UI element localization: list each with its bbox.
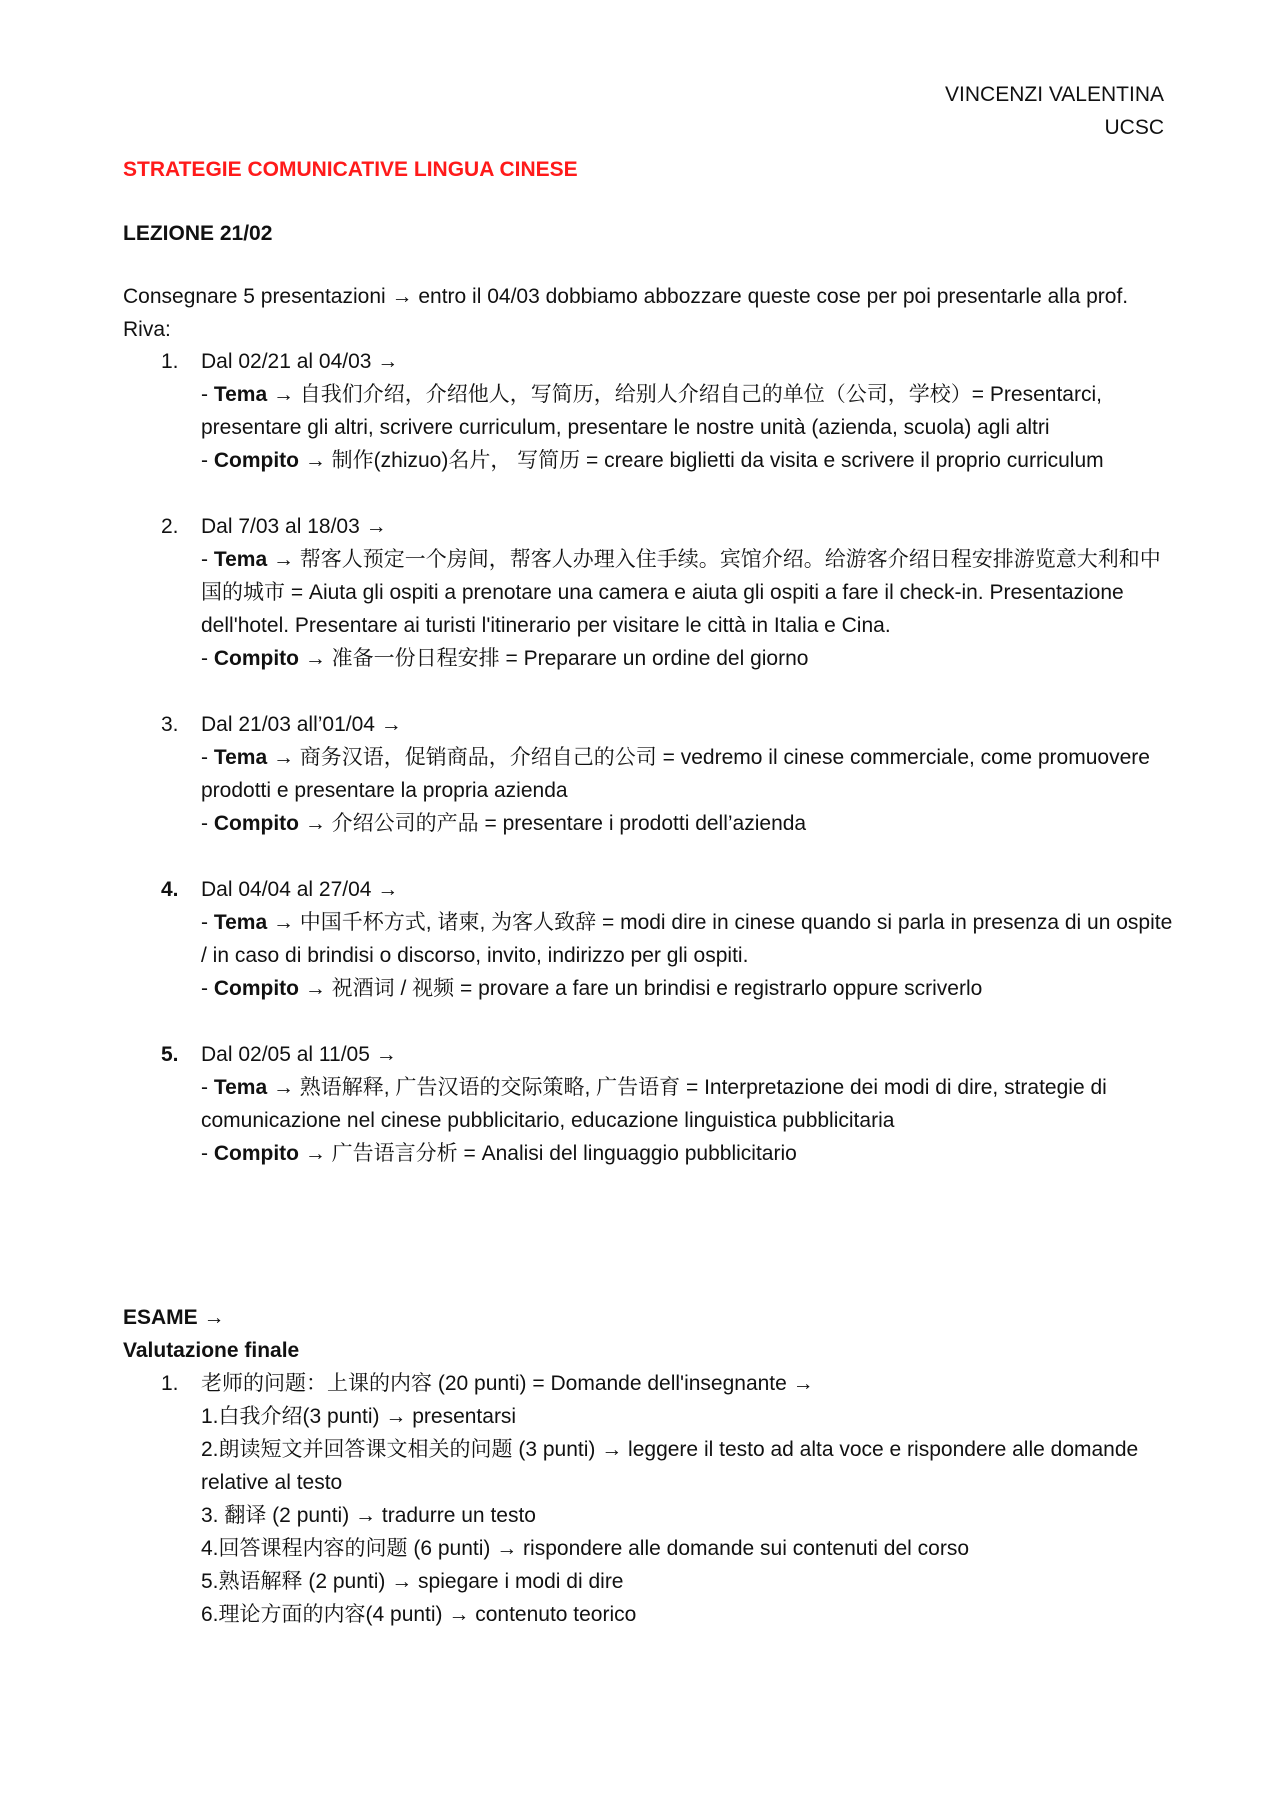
- module-tema: - Tema → 帮客人预定一个房间，帮客人办理入住手续。宾馆介绍。给游客介绍日程安排游览意大利和中国的城市 = Aiuta gli ospiti a prenotare una camera e aiuta gli ospiti a fare il check-in. Presentazione dell'hotel. Presentare ai turisti l'itinerario per visitare le città in Italia e Cina.: [201, 548, 1161, 637]
- compito-label: Compito: [213, 647, 299, 670]
- module-number: 5.: [161, 1043, 179, 1066]
- exam-subitem: 4.回答课程内容的问题 (6 punti) → rispondere alle domande sui contenuti del corso: [201, 1537, 969, 1560]
- exam-subitem: 1.白我介绍(3 punti) → presentarsi: [201, 1405, 517, 1428]
- exam-list: [123, 1367, 1173, 1631]
- exam-item-number: 1.: [161, 1372, 179, 1395]
- module-compito: - Compito → 准备一份日程安排 = Preparare un ordine del giorno: [201, 647, 809, 670]
- module-list: [123, 345, 1173, 1203]
- institution-name: UCSC: [1104, 116, 1164, 139]
- lesson-heading: LEZIONE 21/02: [123, 222, 273, 245]
- compito-label: Compito: [213, 812, 299, 835]
- exam-subitem: 5.熟语解释 (2 punti) → spiegare i modi di dire: [201, 1570, 624, 1593]
- module-item: [123, 510, 1173, 675]
- compito-label: Compito: [213, 1142, 299, 1165]
- module-number: 2.: [161, 515, 179, 538]
- intro-paragraph: Consegnare 5 presentazioni → entro il 04/03 dobbiamo abbozzare queste cose per poi presentarle alla prof. Riva:: [123, 285, 1129, 341]
- module-compito: - Compito → 祝酒词 / 视频 = provare a fare un brindisi e registrarlo oppure scriverlo: [201, 977, 983, 1000]
- compito-text: → 祝酒词 / 视频 = provare a fare un brindisi e registrarlo oppure scriverlo: [298, 977, 983, 1000]
- compito-text: → 广告语言分析 = Analisi del linguaggio pubblicitario: [298, 1142, 797, 1165]
- module-item: [123, 345, 1173, 477]
- compito-label: Compito: [213, 977, 299, 1000]
- module-number: 1.: [161, 350, 179, 373]
- tema-label: Tema: [213, 548, 268, 571]
- tema-label: Tema: [213, 911, 268, 934]
- compito-text: → 介绍公司的产品 = presentare i prodotti dell’azienda: [298, 812, 807, 835]
- document-header: [945, 78, 1164, 144]
- exam-subitem: 2.朗读短文并回答课文相关的问题 (3 punti) → leggere il testo ad alta voce e rispondere alle domande relative al testo: [201, 1438, 1139, 1494]
- compito-text: → 制作(zhizuo)名片， 写简历 = creare biglietti da visita e scrivere il proprio curriculum: [298, 449, 1104, 472]
- module-item: [123, 708, 1173, 840]
- module-dates: Dal 04/04 al 27/04 →: [201, 878, 399, 901]
- tema-label: Tema: [213, 383, 268, 406]
- exam-section: [123, 1301, 1173, 1631]
- tema-text: → 熟语解释, 广告汉语的交际策略, 广告语育 = Interpretazione dei modi di dire, strategie di comunicazione nel cinese pubblicitario, educazione linguistica pubblicitaria: [201, 1076, 1107, 1132]
- module-tema: - Tema → 商务汉语，促销商品，介绍自己的公司 = vedremo il cinese commerciale, come promuovere prodotti e presentare la propria azienda: [201, 746, 1150, 802]
- author-name: VINCENZI VALENTINA: [945, 83, 1164, 106]
- module-number: 4.: [161, 878, 179, 901]
- tema-label: Tema: [213, 1076, 268, 1099]
- module-compito: - Compito → 制作(zhizuo)名片， 写简历 = creare biglietti da visita e scrivere il proprio curriculum: [201, 449, 1104, 472]
- tema-label: Tema: [213, 746, 268, 769]
- compito-text: → 准备一份日程安排 = Preparare un ordine del giorno: [298, 647, 809, 670]
- compito-label: Compito: [213, 449, 299, 472]
- module-compito: - Compito → 广告语言分析 = Analisi del linguaggio pubblicitario: [201, 1142, 797, 1165]
- module-dates: Dal 02/21 al 04/03 →: [201, 350, 399, 373]
- module-tema: - Tema → 中国千杯方式, 诸柬, 为客人致辞 = modi dire in cinese quando si parla in presenza di un ospite / in caso di brindisi o discorso, invito, indirizzo per gli ospiti.: [201, 911, 1173, 967]
- module-dates: Dal 21/03 all’01/04 →: [201, 713, 402, 736]
- document-title: STRATEGIE COMUNICATIVE LINGUA CINESE: [123, 158, 578, 181]
- module-tema: - Tema → 熟语解释, 广告汉语的交际策略, 广告语育 = Interpretazione dei modi di dire, strategie di comunicazione nel cinese pubblicitario, educazione linguistica pubblicitaria: [201, 1076, 1107, 1132]
- tema-text: → 中国千杯方式, 诸柬, 为客人致辞 = modi dire in cinese quando si parla in presenza di un ospite / in caso di brindisi o discorso, invito, indirizzo per gli ospiti.: [201, 911, 1173, 967]
- module-dates: Dal 7/03 al 18/03 →: [201, 515, 387, 538]
- exam-item-title: 老师的问题：上课的内容 (20 punti) = Domande dell'insegnante →: [201, 1372, 814, 1395]
- tema-text: → 帮客人预定一个房间，帮客人办理入住手续。宾馆介绍。给游客介绍日程安排游览意大利和中国的城市 = Aiuta gli ospiti a prenotare una camera e aiuta gli ospiti a fare il check-in. Presentazione dell'hotel. Presentare ai turisti l'itinerario per visitare le città in Italia e Cina.: [201, 548, 1161, 637]
- final-evaluation-heading: Valutazione finale: [123, 1339, 300, 1362]
- tema-text: → 自我们介绍，介绍他人，写简历，给别人介绍自己的单位（公司，学校）= Presentarci, presentare gli altri, scrivere curriculum, presentare le nostre unità (azienda, scuola) agli altri: [201, 383, 1102, 439]
- exam-item: [123, 1367, 1173, 1631]
- exam-heading: ESAME →: [123, 1306, 225, 1329]
- module-tema: - Tema → 自我们介绍，介绍他人，写简历，给别人介绍自己的单位（公司，学校）= Presentarci, presentare gli altri, scrivere curriculum, presentare le nostre unità (azienda, scuola) agli altri: [201, 383, 1102, 439]
- module-compito: - Compito → 介绍公司的产品 = presentare i prodotti dell’azienda: [201, 812, 807, 835]
- module-number: 3.: [161, 713, 179, 736]
- module-item: [123, 873, 1173, 1005]
- exam-subitem: 6.理论方面的内容(4 punti) → contenuto teorico: [201, 1603, 637, 1626]
- module-dates: Dal 02/05 al 11/05 →: [201, 1043, 397, 1066]
- tema-text: → 商务汉语，促销商品，介绍自己的公司 = vedremo il cinese commerciale, come promuovere prodotti e presentare la propria azienda: [201, 746, 1150, 802]
- module-item: [123, 1038, 1173, 1170]
- exam-subitem: 3. 翻译 (2 punti) → tradurre un testo: [201, 1504, 536, 1527]
